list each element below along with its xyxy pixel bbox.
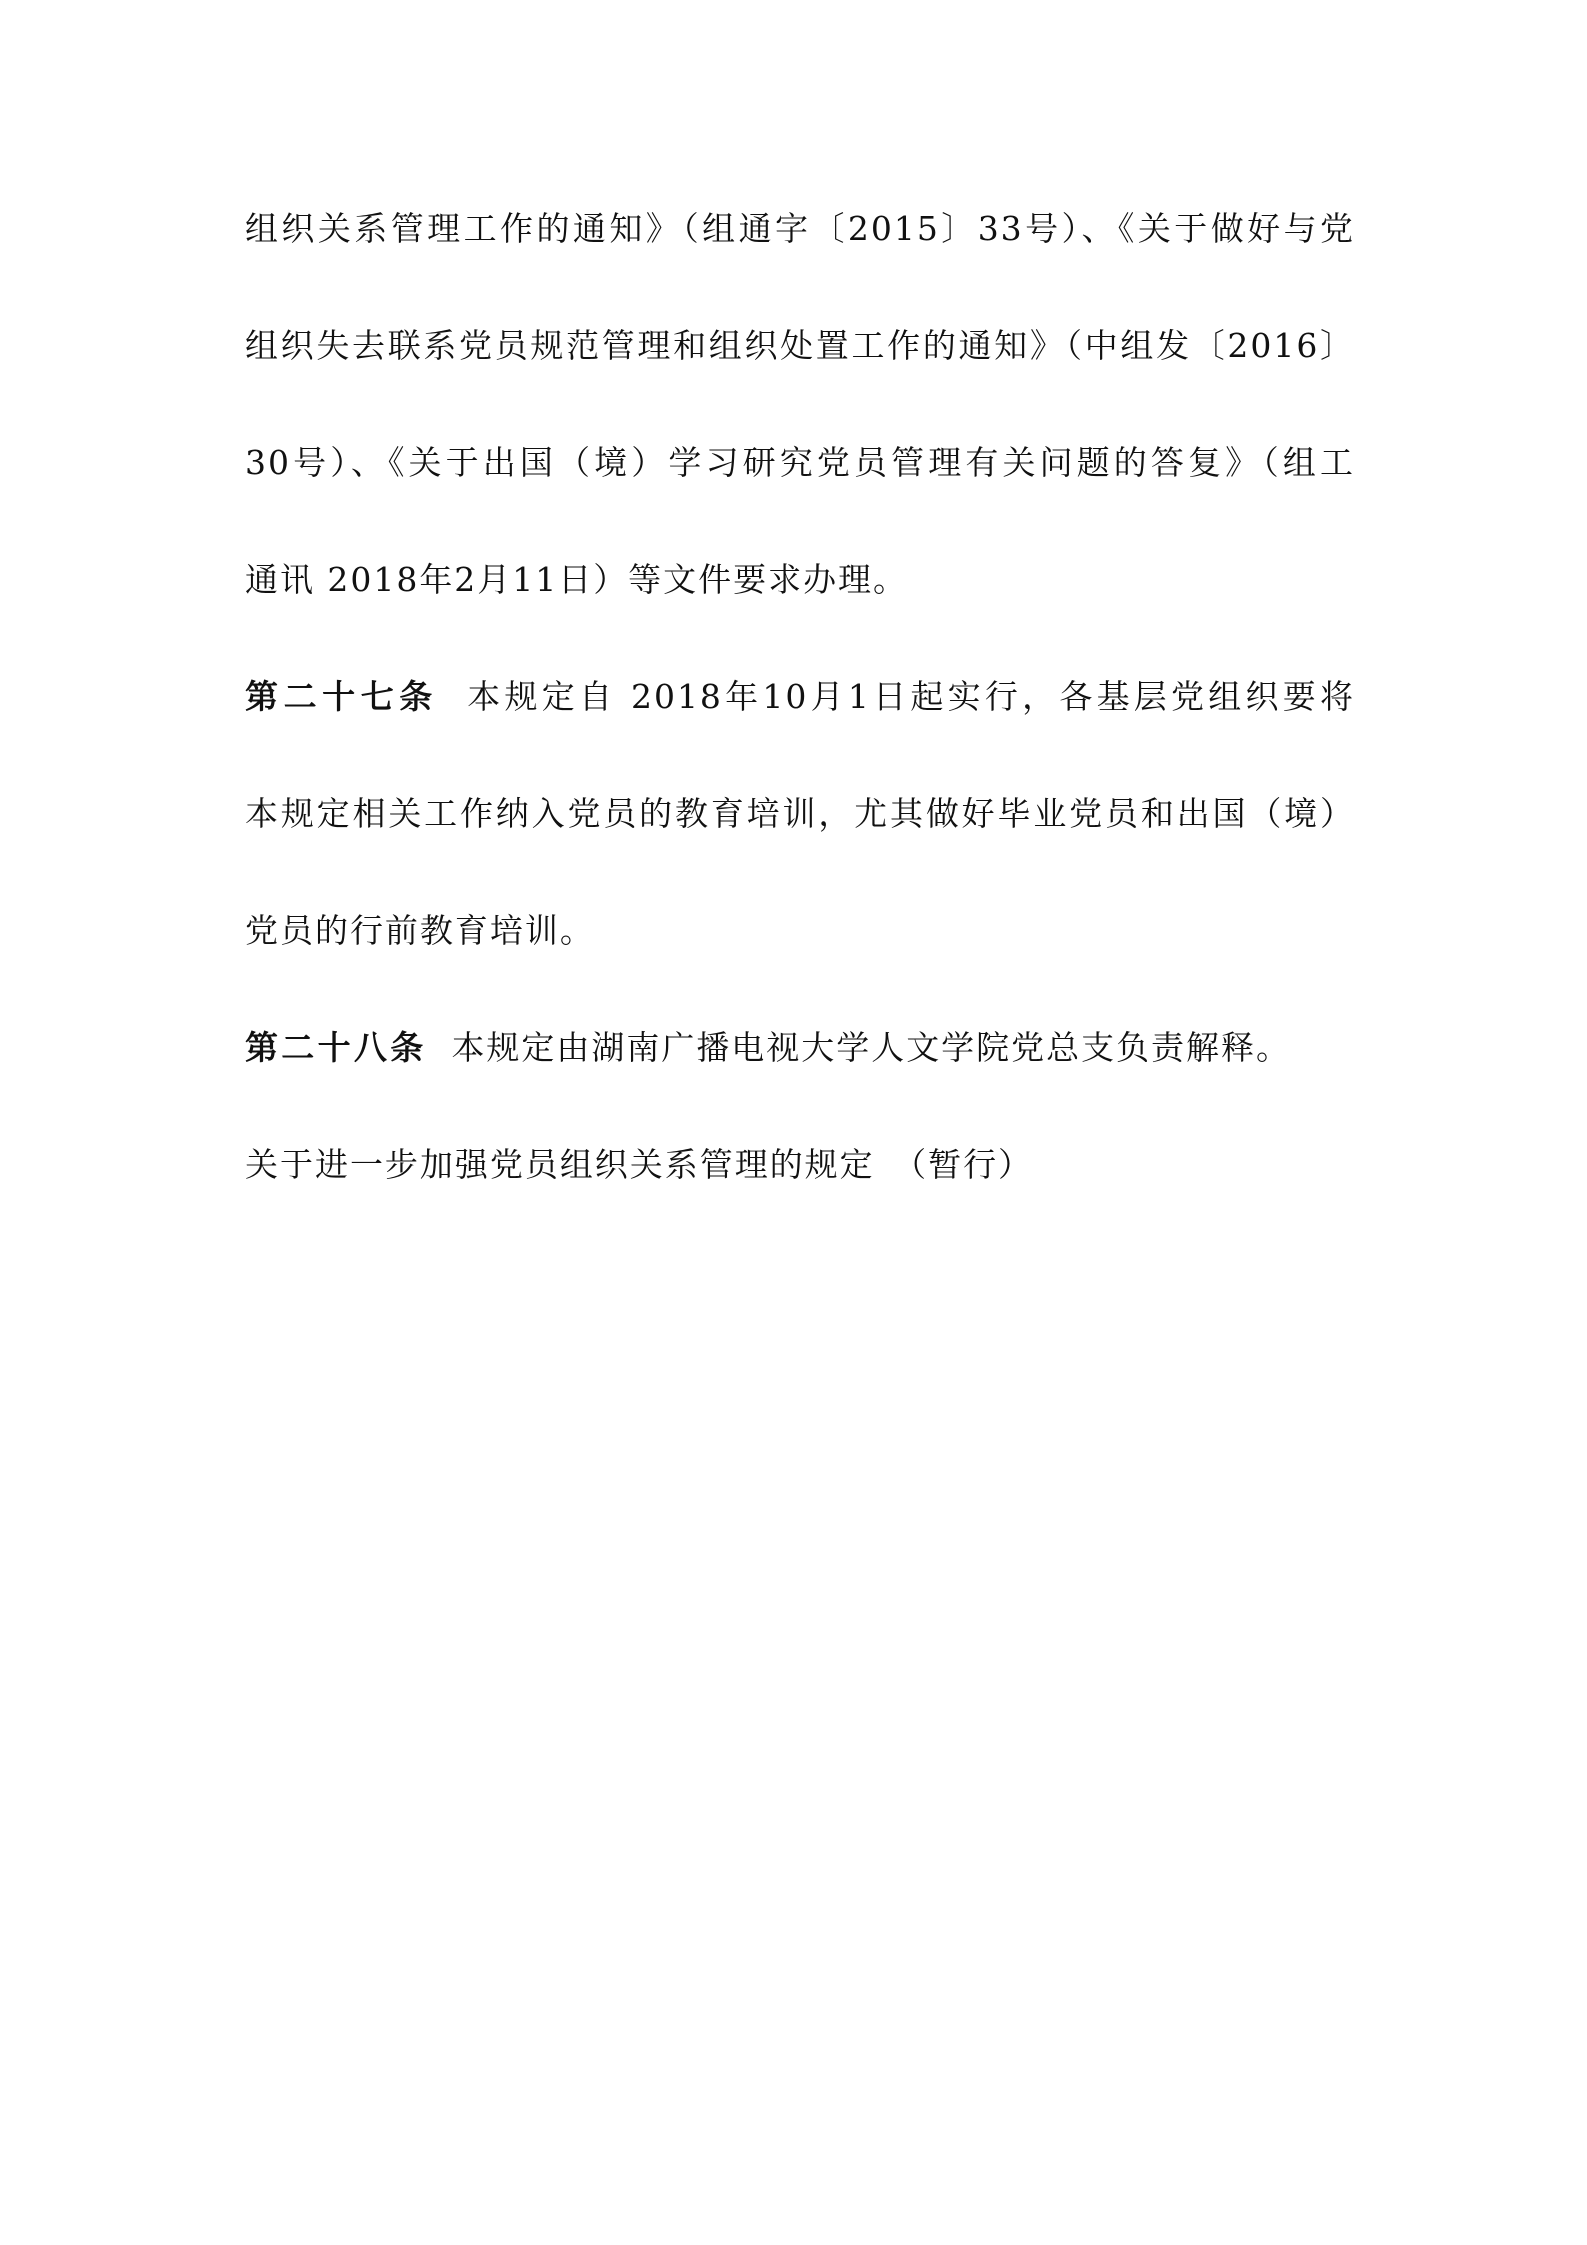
article-27-line-3: 党员的行前教育培训。 — [245, 911, 595, 950]
paragraph-line: 组织关系管理工作的通知》（组通字〔2015〕33号）、《关于做好与党 — [245, 209, 1355, 248]
article-28-heading: 第二十八条 — [245, 1028, 427, 1067]
article-27-line-2: 本规定相关工作纳入党员的教育培训，尤其做好毕业党员和出国（境） — [245, 794, 1355, 833]
article-27-text: 本规定自 2018年10月1日起实行，各基层党组织要将 — [467, 677, 1355, 716]
article-27-heading: 第二十七条 — [245, 677, 438, 716]
document-body — [245, 205, 1355, 1258]
paragraph-line: 组织失去联系党员规范管理和组织处置工作的通知》（中组发〔2016〕 — [245, 326, 1355, 365]
article-28-text: 本规定由湖南广播电视大学人文学院党总支负责解释。 — [451, 1028, 1291, 1067]
paragraph-line: 通讯 2018年2月11日）等文件要求办理。 — [245, 560, 909, 599]
paragraph-line: 30号）、《关于出国（境）学习研究党员管理有关问题的答复》（组工 — [245, 443, 1355, 482]
article-28-line — [245, 1024, 1355, 1072]
document-footer-title: 关于进一步加强党员组织关系管理的规定 （暂行） — [245, 1145, 1034, 1184]
article-27-line-1 — [245, 673, 1355, 721]
